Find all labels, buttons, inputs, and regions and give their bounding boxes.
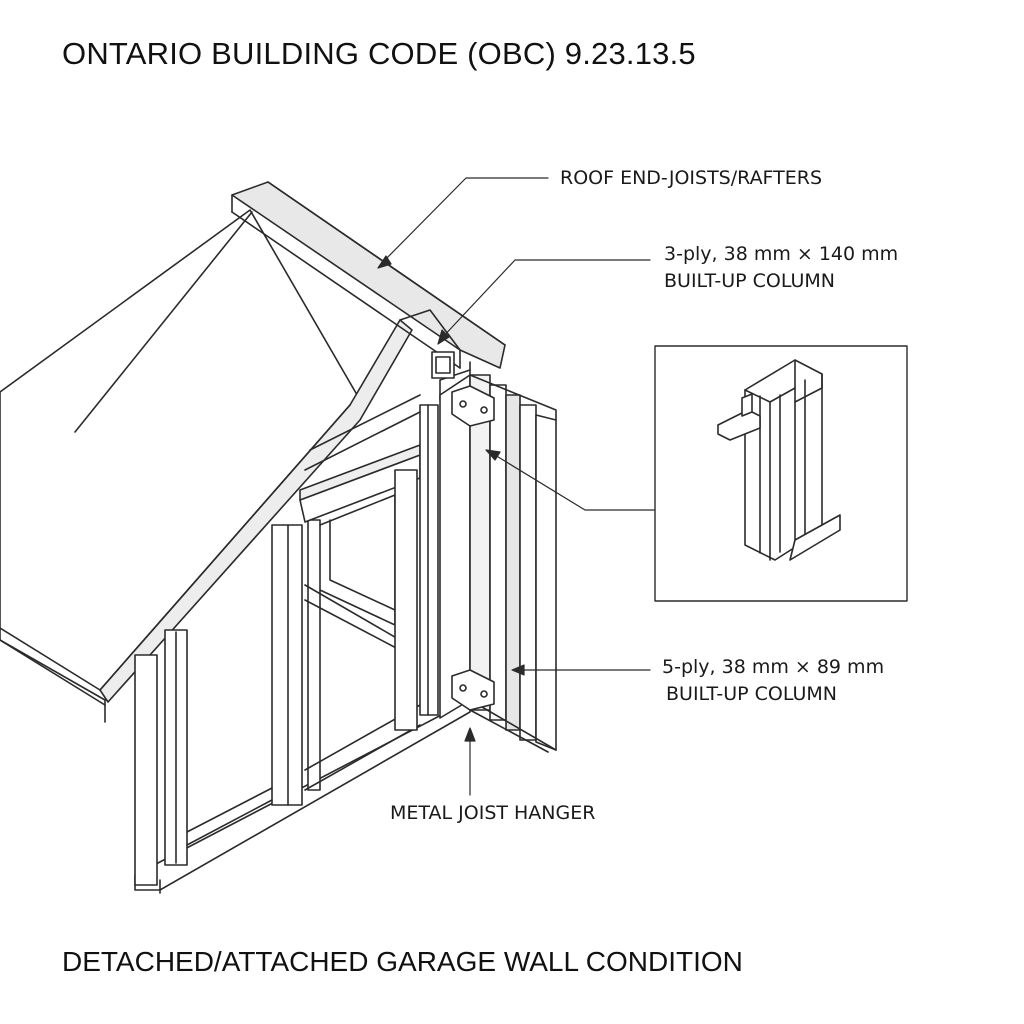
column-detail-inset xyxy=(655,346,907,601)
page-title: ONTARIO BUILDING CODE (OBC) 9.23.13.5 xyxy=(62,36,696,71)
label-three-ply-dimensions: 3-ply, 38 mm × 140 mm xyxy=(664,243,899,265)
label-roof-end-joists: ROOF END-JOISTS/RAFTERS xyxy=(560,167,823,189)
label-five-ply-dimensions: 5-ply, 38 mm × 89 mm xyxy=(662,656,885,678)
label-five-ply-column: BUILT-UP COLUMN xyxy=(666,683,838,705)
label-metal-joist-hanger: METAL JOIST HANGER xyxy=(390,802,596,824)
label-three-ply-column: BUILT-UP COLUMN xyxy=(664,270,836,292)
diagram-caption: DETACHED/ATTACHED GARAGE WALL CONDITION xyxy=(62,946,743,977)
